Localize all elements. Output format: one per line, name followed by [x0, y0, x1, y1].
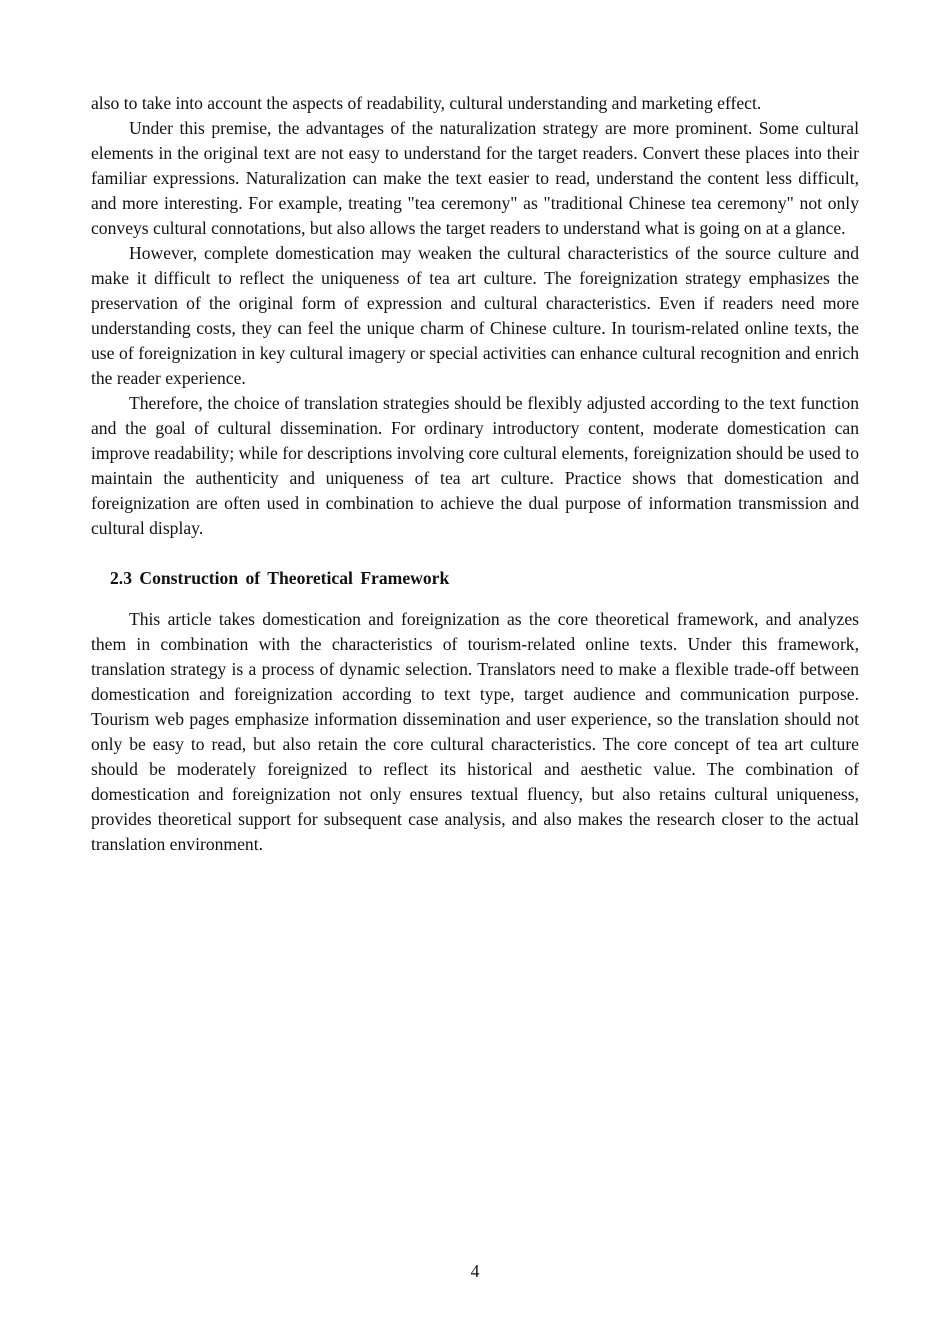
paragraph-framework: This article takes domestication and foreignization as the core theoretical framework, and analyzes them in combination with the characteristics of tourism-related online texts. Under this framework, translation strategy is a process of dynamic selection. Translators need to make a flexible trade-off between domestication and foreignization according to text type, target audience and communication purpose. Tourism web pages emphasize information dissemination and user experience, so the translation should not only be easy to read, but also retain the core cultural characteristics. The core concept of tea art culture should be moderately foreignized to reflect its historical and aesthetic value. The combination of domestication and foreignization not only ensures textual fluency, but also retains cultural uniqueness, provides theoretical support for subsequent case analysis, and also makes the research closer to the actual translation environment. [91, 609, 859, 854]
paragraph-foreignization: However, complete domestication may weaken the cultural characteristics of the source culture and make it difficult to reflect the uniqueness of tea art culture. The foreignization strategy emphasizes the preservation of the original form of expression and cultural characteristics. Even if readers need more understanding costs, they can feel the unique charm of Chinese culture. In tourism-related online texts, the use of foreignization in key cultural imagery or special activities can enhance cultural recognition and enrich the reader experience. [91, 243, 859, 388]
paragraph-continuation: also to take into account the aspects of readability, cultural understanding and marketing effect. [91, 93, 762, 113]
page-number: 4 [470, 1261, 480, 1281]
paragraph-naturalization: Under this premise, the advantages of the naturalization strategy are more prominent. Some cultural elements in the original text are not easy to understand for the target readers. Convert these places into their familiar expressions. Naturalization can make the text easier to read, understand the content less difficult, and more interesting. For example, treating "tea ceremony" as "traditional Chinese tea ceremony" not only conveys cultural connotations, but also allows the target readers to understand what is going on at a glance. [91, 118, 859, 238]
section-heading: 2.3 Construction of Theoretical Framework [110, 568, 450, 588]
paragraph-strategy-choice: Therefore, the choice of translation strategies should be flexibly adjusted according to the text function and the goal of cultural dissemination. For ordinary introductory content, moderate domestication can improve readability; while for descriptions involving core cultural elements, foreignization should be used to maintain the authenticity and uniqueness of tea art culture. Practice shows that domestication and foreignization are often used in combination to achieve the dual purpose of information transmission and cultural display. [91, 393, 859, 538]
page-content [91, 91, 859, 857]
